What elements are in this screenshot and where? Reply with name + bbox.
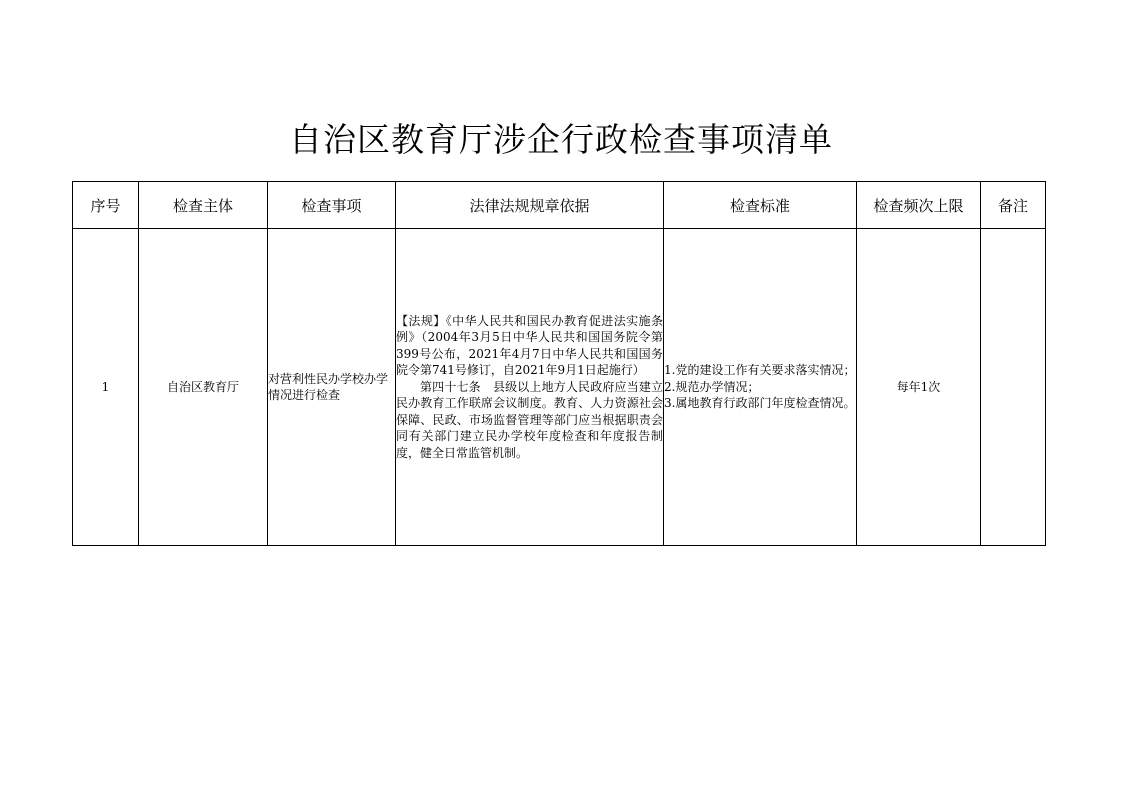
legal-basis-article: 第四十七条 县级以上地方人民政府应当建立民办教育工作联席会议制度。教育、人力资源社会保障、民政、市场监督管理等部门应当根据职责会同有关部门建立民办学校年度检查和年度报告制度，健全日常监管机制。 xyxy=(396,379,663,460)
page-title: 自治区教育厅涉企行政检查事项清单 xyxy=(289,120,833,159)
cell-remark xyxy=(981,229,1046,546)
header-subject: 检查主体 xyxy=(139,182,268,229)
header-item: 检查事项 xyxy=(268,182,396,229)
cell-frequency: 每年1次 xyxy=(857,229,981,546)
legal-basis-source: 【法规】《中华人民共和国民办教育促进法实施条例》（2004年3月5日中华人民共和国国务院令第399号公布，2021年4月7日中华人民共和国国务院令第741号修订，自2021年9月1日起施行） xyxy=(396,313,663,378)
cell-index: 1 xyxy=(73,229,139,546)
header-legal-basis: 法律法规规章依据 xyxy=(396,182,664,229)
standard-item: 2.规范办学情况； xyxy=(664,379,760,394)
cell-subject: 自治区教育厅 xyxy=(139,229,268,546)
header-standard: 检查标准 xyxy=(664,182,857,229)
cell-item: 对营利性民办学校办学情况进行检查 xyxy=(268,229,396,546)
header-remark: 备注 xyxy=(981,182,1046,229)
header-frequency: 检查频次上限 xyxy=(857,182,981,229)
inspection-table xyxy=(72,181,1046,546)
standard-item: 3.属地教育行政部门年度检查情况。 xyxy=(664,396,856,411)
table-row xyxy=(73,229,1046,546)
cell-legal-basis xyxy=(396,229,664,546)
cell-standard xyxy=(664,229,857,546)
header-index: 序号 xyxy=(73,182,139,229)
table-header-row xyxy=(73,182,1046,229)
standard-item: 1.党的建设工作有关要求落实情况； xyxy=(664,363,856,378)
